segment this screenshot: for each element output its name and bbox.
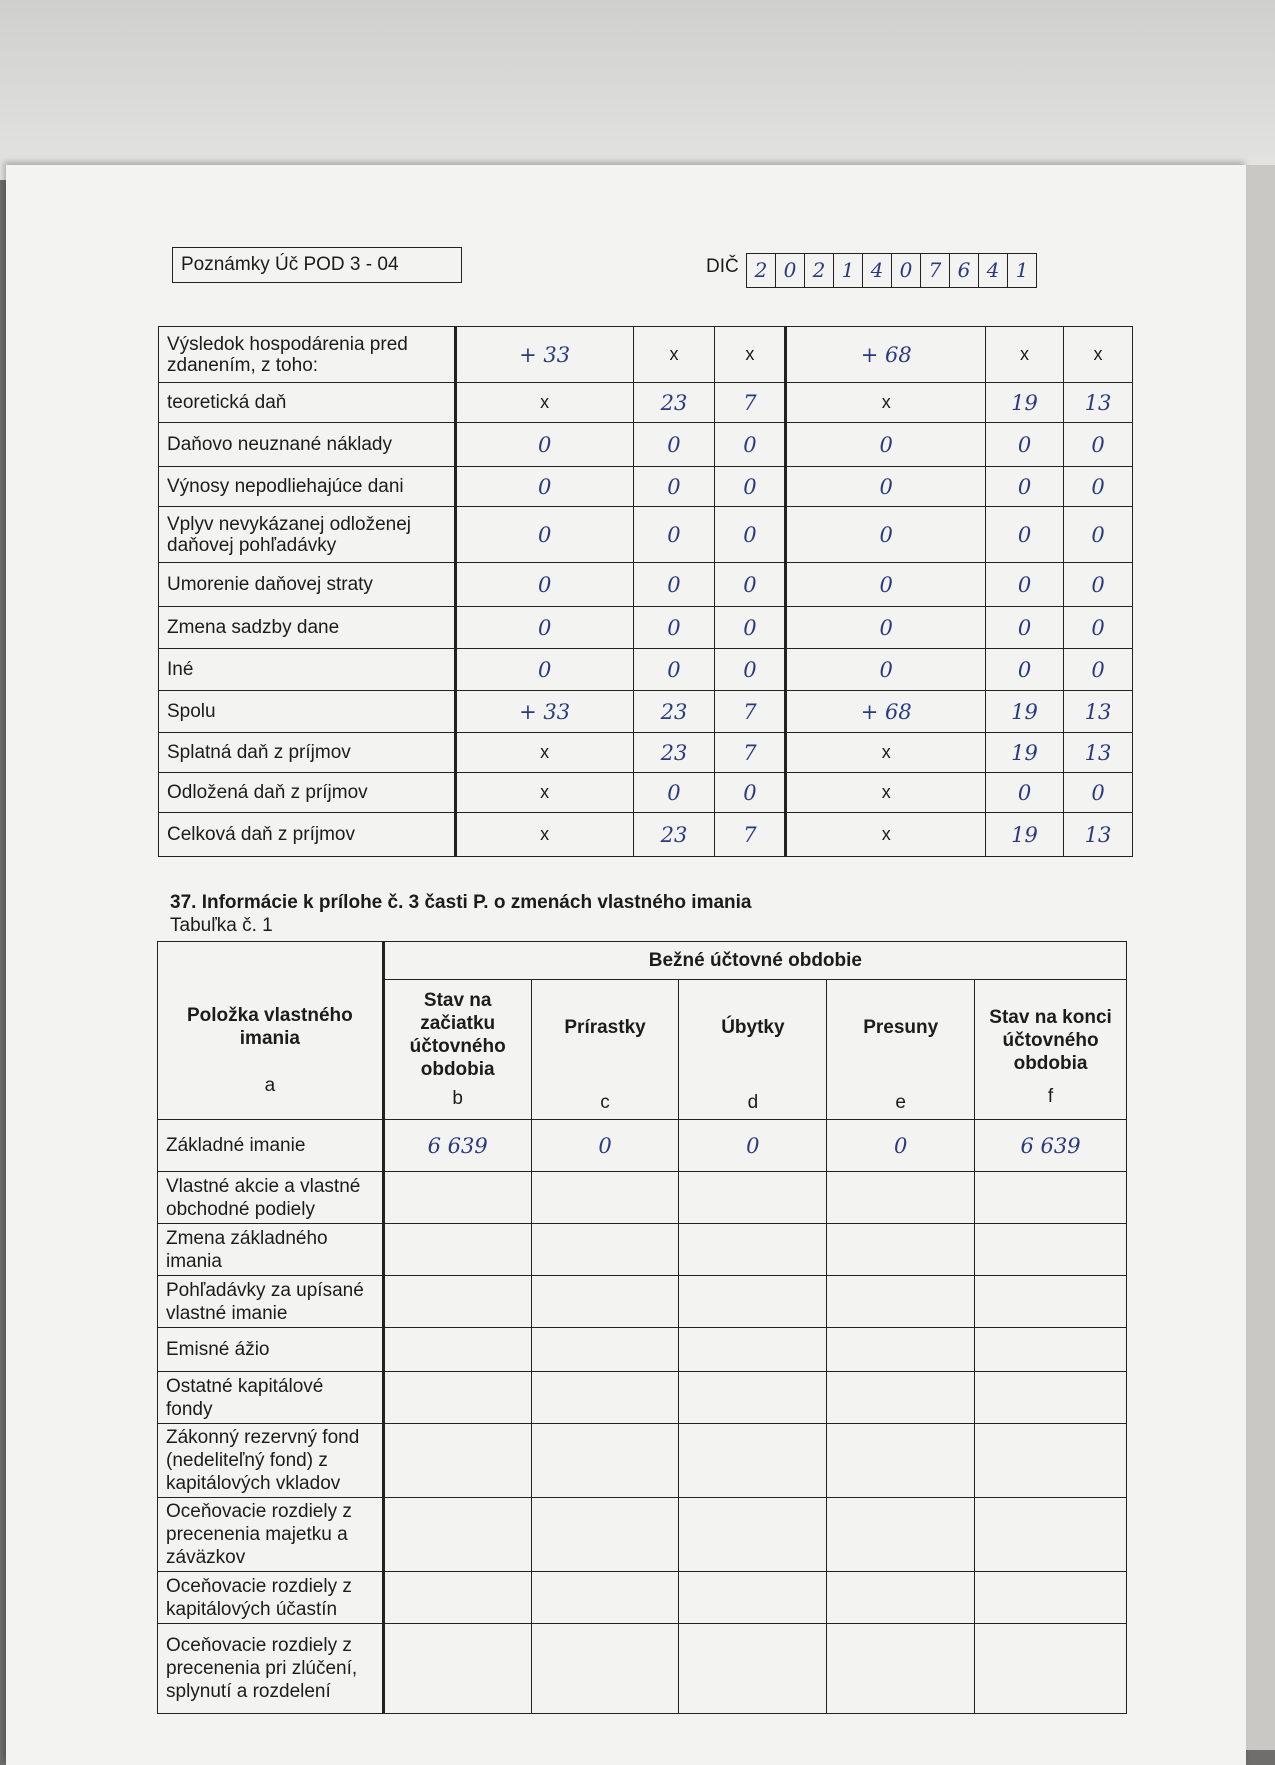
- column-letter: f: [1047, 1085, 1054, 1107]
- equity-value-cell: [679, 1424, 827, 1498]
- tax-value: x: [540, 824, 550, 844]
- tax-value: 0: [537, 474, 552, 499]
- tax-value: 0: [743, 474, 757, 499]
- tax-value: 0: [667, 522, 681, 547]
- equity-row-label: Pohľadávky za upísané vlastné imanie: [158, 1276, 384, 1328]
- equity-value-cell: [383, 1120, 531, 1172]
- tax-value: 7: [743, 699, 757, 724]
- equity-value-cell: [383, 1224, 531, 1276]
- tax-value: x: [540, 392, 550, 412]
- tax-value-cell: [633, 383, 715, 423]
- tax-value-cell: [986, 733, 1064, 773]
- equity-value: 0: [893, 1133, 908, 1158]
- tax-value-cell: [786, 691, 986, 733]
- tax-value: 0: [1091, 615, 1105, 640]
- start-header: [383, 980, 531, 1120]
- tax-value-cell: [715, 691, 786, 733]
- decrease-header: [679, 980, 827, 1120]
- tax-value-cell: [455, 691, 633, 733]
- tax-row: [159, 773, 1133, 813]
- tax-value-cell: [986, 649, 1064, 691]
- tax-value: 0: [537, 522, 552, 547]
- tax-value-cell: [1064, 691, 1133, 733]
- tax-value: 0: [537, 615, 552, 640]
- tax-value: 0: [879, 474, 893, 499]
- tax-value-cell: [455, 733, 633, 773]
- background-page: [0, 0, 1275, 180]
- tax-value-cell: [455, 773, 633, 813]
- tax-row: [159, 507, 1133, 563]
- equity-value-cell: [827, 1372, 975, 1424]
- tax-value: 0: [743, 780, 757, 805]
- tax-value: 0: [537, 572, 552, 597]
- tax-value-cell: [986, 691, 1064, 733]
- tax-value-cell: [986, 813, 1064, 857]
- table-label: Tabuľka č. 1: [170, 915, 273, 936]
- tax-row-label: Odložená daň z príjmov: [159, 773, 456, 813]
- tax-value-cell: [1064, 423, 1133, 467]
- equity-row-label: Vlastné akcie a vlastné obchodné podiely: [158, 1172, 384, 1224]
- tax-value: 0: [743, 522, 757, 547]
- tax-value: 0: [667, 474, 681, 499]
- tax-row-label: Umorenie daňovej straty: [159, 563, 456, 607]
- equity-row: [158, 1624, 1127, 1714]
- tax-value-cell: [715, 563, 786, 607]
- tax-row: [159, 423, 1133, 467]
- equity-value-cell: [383, 1624, 531, 1714]
- tax-value-cell: [1064, 563, 1133, 607]
- tax-value: 0: [1091, 657, 1105, 682]
- tax-value: 0: [743, 572, 757, 597]
- tax-value: 0: [1091, 572, 1105, 597]
- tax-value: 0: [1091, 474, 1105, 499]
- tax-row-label: Spolu: [159, 691, 456, 733]
- equity-value-cell: [531, 1328, 679, 1372]
- tax-value: x: [881, 742, 891, 762]
- equity-value-cell: [531, 1624, 679, 1714]
- equity-value: 0: [598, 1133, 612, 1158]
- tax-value: 0: [667, 432, 681, 457]
- equity-changes-table: [157, 941, 1127, 1714]
- tax-value: 13: [1084, 699, 1112, 724]
- dic-digit: 2: [747, 254, 776, 287]
- tax-value-cell: [986, 327, 1064, 383]
- transfers-header-text: Presuny: [863, 1016, 939, 1038]
- tax-value-cell: [715, 327, 786, 383]
- tax-value-cell: [633, 327, 715, 383]
- equity-value-cell: [827, 1424, 975, 1498]
- tax-value: 13: [1084, 740, 1112, 765]
- period-header: Bežné účtovné obdobie: [383, 942, 1126, 980]
- tax-value: + 68: [860, 699, 912, 724]
- equity-value-cell: [383, 1276, 531, 1328]
- equity-row: [158, 1498, 1127, 1572]
- tax-value: x: [881, 824, 891, 844]
- equity-value-cell: [531, 1120, 679, 1172]
- equity-row-label: Oceňovacie rozdiely z kapitálových účastín: [158, 1572, 384, 1624]
- increase-header: [531, 980, 679, 1120]
- tax-value: 0: [1017, 615, 1032, 640]
- tax-value-cell: [715, 773, 786, 813]
- tax-value-cell: [786, 773, 986, 813]
- tax-value-cell: [633, 813, 715, 857]
- tax-value-cell: [786, 467, 986, 507]
- tax-value: 0: [743, 615, 757, 640]
- tax-value: + 68: [860, 342, 912, 367]
- dic-digit: 0: [776, 254, 805, 287]
- equity-value-cell: [827, 1224, 975, 1276]
- equity-value-cell: [975, 1372, 1127, 1424]
- tax-value: 0: [667, 615, 681, 640]
- equity-value-cell: [383, 1172, 531, 1224]
- tax-value-cell: [1064, 507, 1133, 563]
- equity-value-cell: [827, 1120, 975, 1172]
- section-37-title: 37. Informácie k prílohe č. 3 časti P. o zmenách vlastného imania: [170, 892, 752, 913]
- tax-row-label: Splatná daň z príjmov: [159, 733, 456, 773]
- equity-value: 6 639: [427, 1133, 488, 1158]
- tax-value-cell: [786, 563, 986, 607]
- decrease-header-text: Úbytky: [721, 1016, 785, 1038]
- tax-value-cell: [986, 563, 1064, 607]
- tax-value-cell: [1064, 467, 1133, 507]
- tax-value-cell: [455, 607, 633, 649]
- tax-row-label: Výnosy nepodliehajúce dani: [159, 467, 456, 507]
- tax-value: x: [669, 344, 679, 364]
- equity-value-cell: [975, 1120, 1127, 1172]
- tax-row: [159, 563, 1133, 607]
- equity-row-label: Oceňovacie rozdiely z precenenia majetku a záväzkov: [158, 1498, 384, 1572]
- tax-row: [159, 649, 1133, 691]
- tax-value-cell: [786, 607, 986, 649]
- tax-row-label: teoretická daň: [159, 383, 456, 423]
- tax-value: 0: [667, 572, 681, 597]
- column-letter: a: [264, 1075, 276, 1096]
- equity-value-cell: [383, 1498, 531, 1572]
- equity-row: [158, 1424, 1127, 1498]
- tax-value-cell: [715, 383, 786, 423]
- tax-value-cell: [786, 507, 986, 563]
- end-header: [975, 980, 1127, 1120]
- tax-row-label: Iné: [159, 649, 456, 691]
- tax-value-cell: [455, 423, 633, 467]
- tax-value-cell: [455, 813, 633, 857]
- tax-value: 23: [660, 822, 688, 847]
- dic-digit: 7: [921, 254, 950, 287]
- tax-value: 7: [743, 740, 757, 765]
- equity-value-cell: [827, 1276, 975, 1328]
- tax-value-cell: [715, 649, 786, 691]
- tax-value: 0: [1017, 522, 1032, 547]
- dic-digit: 1: [834, 254, 863, 287]
- tax-value-cell: [986, 607, 1064, 649]
- equity-row: [158, 1572, 1127, 1624]
- tax-row-label: Zmena sadzby dane: [159, 607, 456, 649]
- column-letter: d: [747, 1091, 759, 1113]
- equity-row-label: Zmena základného imania: [158, 1224, 384, 1276]
- tax-value-cell: [455, 383, 633, 423]
- tax-value: x: [881, 782, 891, 802]
- tax-row-label: Výsledok hospodárenia pred zdanením, z toho:: [159, 327, 456, 383]
- equity-value-cell: [679, 1328, 827, 1372]
- tax-value: 23: [660, 699, 688, 724]
- tax-value: 0: [1017, 474, 1032, 499]
- tax-value: 19: [1011, 822, 1038, 847]
- dic-digit: 2: [805, 254, 834, 287]
- increase-header-text: Prírastky: [564, 1016, 646, 1038]
- tax-value: 19: [1011, 740, 1038, 765]
- equity-row: [158, 1276, 1127, 1328]
- equity-value-cell: [679, 1276, 827, 1328]
- equity-row: [158, 1328, 1127, 1372]
- tax-row: [159, 607, 1133, 649]
- equity-value-cell: [679, 1624, 827, 1714]
- tax-value-cell: [786, 423, 986, 467]
- equity-value-cell: [531, 1372, 679, 1424]
- dic-digit: 4: [863, 254, 892, 287]
- tax-value: 0: [667, 780, 681, 805]
- tax-value-cell: [455, 649, 633, 691]
- equity-value-cell: [531, 1498, 679, 1572]
- tax-value: + 33: [519, 342, 571, 367]
- tax-value: 0: [1091, 522, 1105, 547]
- tax-value-cell: [633, 733, 715, 773]
- tax-value-cell: [633, 563, 715, 607]
- tax-row: [159, 327, 1133, 383]
- equity-row-label: Základné imanie: [158, 1120, 384, 1172]
- equity-value-cell: [975, 1224, 1127, 1276]
- equity-value-cell: [679, 1172, 827, 1224]
- tax-value: 0: [1017, 572, 1032, 597]
- equity-value-cell: [531, 1172, 679, 1224]
- tax-value: 0: [537, 432, 552, 457]
- tax-value-cell: [715, 507, 786, 563]
- equity-value-cell: [679, 1224, 827, 1276]
- tax-value: 0: [537, 657, 552, 682]
- equity-value-cell: [975, 1424, 1127, 1498]
- tax-value-cell: [715, 467, 786, 507]
- tax-value: 0: [879, 572, 893, 597]
- tax-value-cell: [1064, 649, 1133, 691]
- tax-value: 0: [1017, 432, 1032, 457]
- tax-value-cell: [455, 563, 633, 607]
- equity-value-cell: [827, 1498, 975, 1572]
- equity-value-cell: [975, 1624, 1127, 1714]
- equity-value-cell: [975, 1572, 1127, 1624]
- tax-value: 23: [660, 740, 688, 765]
- equity-value-cell: [827, 1172, 975, 1224]
- dic-label: DIČ: [706, 256, 739, 277]
- dic-digit: 1: [1015, 258, 1029, 282]
- equity-row-label: Zákonný rezervný fond (nedeliteľný fond) z kapitálových vkladov: [158, 1424, 384, 1498]
- tax-value: 0: [879, 432, 893, 457]
- income-tax-table: [158, 326, 1133, 857]
- equity-value-cell: [531, 1224, 679, 1276]
- tax-value-cell: [715, 423, 786, 467]
- tax-value-cell: [986, 773, 1064, 813]
- column-letter: e: [895, 1091, 906, 1113]
- tax-value: x: [881, 392, 891, 412]
- tax-value: 19: [1011, 699, 1038, 724]
- tax-value: 7: [743, 822, 757, 847]
- equity-row-label: Oceňovacie rozdiely z precenenia pri zlúčení, splynutí a rozdelení: [158, 1624, 384, 1714]
- tax-value-cell: [633, 773, 715, 813]
- tax-value: 0: [879, 522, 893, 547]
- dic-digit: 0: [892, 254, 921, 287]
- tax-value: 0: [743, 657, 757, 682]
- form-code-box: Poznámky Úč POD 3 - 04: [172, 247, 462, 283]
- tax-value: 13: [1084, 822, 1112, 847]
- tax-value-cell: [786, 327, 986, 383]
- equity-value: 0: [746, 1133, 760, 1158]
- tax-value: 0: [879, 615, 893, 640]
- tax-value-cell: [786, 649, 986, 691]
- tax-value: x: [745, 344, 755, 364]
- dic-number-boxes: [746, 253, 1037, 288]
- tax-value-cell: [986, 383, 1064, 423]
- tax-value-cell: [1064, 383, 1133, 423]
- tax-value-cell: [455, 507, 633, 563]
- tax-value-cell: [986, 507, 1064, 563]
- equity-value-cell: [679, 1120, 827, 1172]
- tax-row: [159, 813, 1133, 857]
- tax-value-cell: [455, 467, 633, 507]
- equity-value-cell: [975, 1498, 1127, 1572]
- item-header-text: Položka vlastného imania: [186, 1005, 353, 1049]
- tax-row: [159, 467, 1133, 507]
- tax-row-label: Celková daň z príjmov: [159, 813, 456, 857]
- tax-value-cell: [786, 733, 986, 773]
- equity-value-cell: [827, 1328, 975, 1372]
- start-header-text: Stav na začiatku účtovného obdobia: [409, 990, 506, 1080]
- tax-value: 0: [1091, 432, 1105, 457]
- tax-value: + 33: [519, 699, 571, 724]
- tax-value: 23: [660, 390, 688, 415]
- equity-value-cell: [827, 1572, 975, 1624]
- equity-row: [158, 1120, 1127, 1172]
- tax-value: 7: [743, 390, 757, 415]
- tax-row-label: Vplyv nevykázanej odloženej daňovej pohľadávky: [159, 507, 456, 563]
- tax-value-cell: [715, 733, 786, 773]
- equity-row: [158, 1224, 1127, 1276]
- dic-digit: 6: [950, 254, 979, 287]
- transfers-header: [827, 980, 975, 1120]
- tax-value-cell: [633, 607, 715, 649]
- tax-value-cell: [1064, 607, 1133, 649]
- tax-value-cell: [786, 813, 986, 857]
- tax-value-cell: [633, 649, 715, 691]
- equity-value: 6 639: [1020, 1133, 1081, 1158]
- tax-value-cell: [1064, 773, 1133, 813]
- tax-value-cell: [715, 813, 786, 857]
- tax-value: 0: [667, 657, 681, 682]
- tax-value: 0: [879, 657, 893, 682]
- end-header-text: Stav na konci účtovného obdobia: [989, 1006, 1112, 1074]
- tax-value: x: [540, 782, 550, 802]
- tax-value-cell: [633, 691, 715, 733]
- tax-row: [159, 733, 1133, 773]
- equity-value-cell: [679, 1372, 827, 1424]
- dic-digit: 4: [979, 254, 1008, 287]
- equity-value-cell: [679, 1498, 827, 1572]
- tax-value-cell: [715, 607, 786, 649]
- tax-value-cell: [633, 467, 715, 507]
- tax-row: [159, 383, 1133, 423]
- equity-row: [158, 1172, 1127, 1224]
- tax-value-cell: [455, 327, 633, 383]
- tax-value: x: [1020, 344, 1030, 364]
- item-header: [158, 942, 384, 1120]
- tax-row-label: Daňovo neuznané náklady: [159, 423, 456, 467]
- equity-value-cell: [975, 1172, 1127, 1224]
- equity-row: [158, 1372, 1127, 1424]
- equity-value-cell: [383, 1424, 531, 1498]
- tax-value: 0: [743, 432, 757, 457]
- equity-value-cell: [827, 1624, 975, 1714]
- column-letter: b: [452, 1088, 463, 1109]
- tax-value: 0: [1017, 657, 1032, 682]
- tax-value-cell: [986, 423, 1064, 467]
- tax-value: 13: [1084, 390, 1112, 415]
- tax-value-cell: [786, 383, 986, 423]
- tax-value: x: [540, 742, 550, 762]
- tax-value-cell: [1064, 813, 1133, 857]
- equity-row-label: Ostatné kapitálové fondy: [158, 1372, 384, 1424]
- column-letter: c: [600, 1091, 610, 1113]
- tax-value-cell: [1064, 327, 1133, 383]
- page-edge: [1246, 165, 1275, 1750]
- equity-value-cell: [531, 1424, 679, 1498]
- tax-value: 0: [1017, 780, 1032, 805]
- tax-value-cell: [633, 507, 715, 563]
- tax-value-cell: [1064, 733, 1133, 773]
- tax-row: [159, 691, 1133, 733]
- equity-value-cell: [531, 1572, 679, 1624]
- equity-value-cell: [383, 1372, 531, 1424]
- equity-value-cell: [679, 1572, 827, 1624]
- tax-value-cell: [633, 423, 715, 467]
- equity-value-cell: [383, 1328, 531, 1372]
- equity-value-cell: [383, 1572, 531, 1624]
- tax-value: 0: [1091, 780, 1105, 805]
- tax-value: 19: [1011, 390, 1038, 415]
- equity-value-cell: [531, 1276, 679, 1328]
- equity-value-cell: [975, 1328, 1127, 1372]
- equity-value-cell: [975, 1276, 1127, 1328]
- equity-row-label: Emisné ážio: [158, 1328, 384, 1372]
- tax-value: x: [1093, 344, 1103, 364]
- tax-value-cell: [986, 467, 1064, 507]
